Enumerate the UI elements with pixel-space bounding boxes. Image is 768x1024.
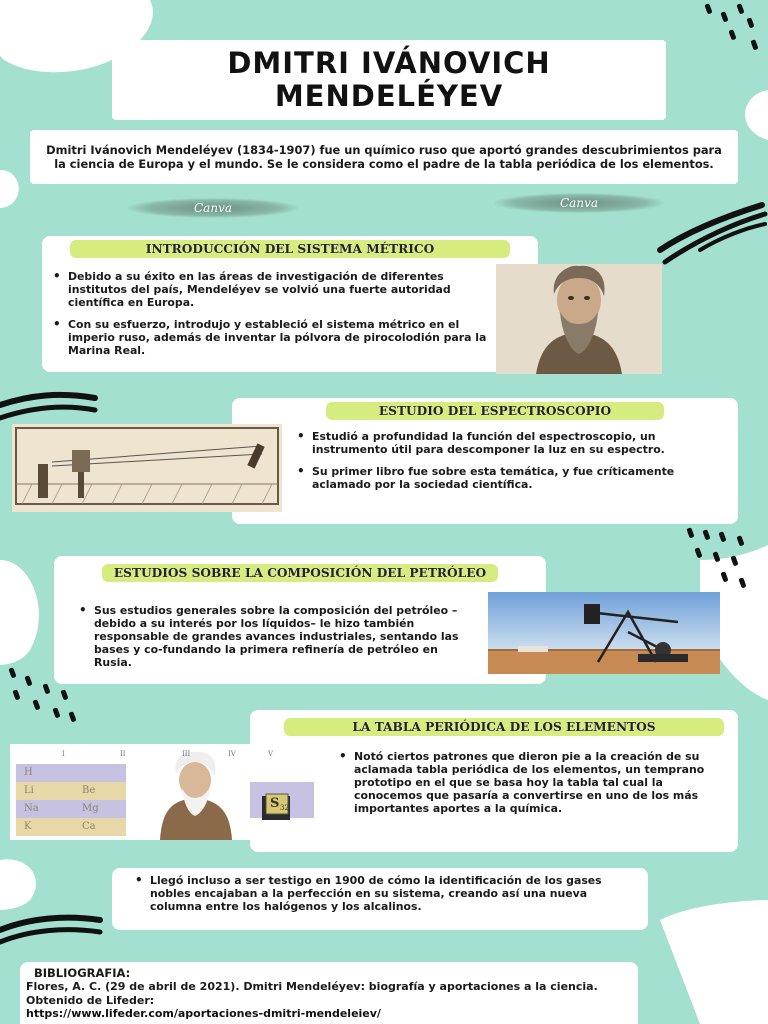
section-metric-list bbox=[50, 270, 490, 366]
periodic-table-elements bbox=[10, 744, 320, 840]
section-periodic-heading: LA TABLA PERIÓDICA DE LOS ELEMENTOS bbox=[284, 718, 724, 736]
element-symbol: Be bbox=[82, 785, 96, 796]
list-item: • Con su esfuerzo, introdujo y estableció el sistema métrico en el imperio ruso, además de inventar la pólvora de pirocolodión para la Marina Real. bbox=[50, 318, 490, 357]
section-petroleum-heading: ESTUDIOS SOBRE LA COMPOSICIÓN DEL PETRÓLEO bbox=[102, 564, 498, 582]
element-symbol: H bbox=[24, 767, 33, 778]
noble-gases-card bbox=[112, 868, 648, 930]
list-item: • Notó ciertos patrones que dieron pie a la creación de su aclamada tabla periódica de los elementos, un temprano prototipo en el que se basa hoy la tabla tal cual la conocemos que pasaría a convertirse en uno de los más importantes aportes a la química. bbox=[336, 750, 732, 815]
element-symbol: Na bbox=[24, 803, 39, 814]
table-header: V bbox=[268, 750, 274, 758]
element-symbol: Li bbox=[24, 785, 34, 796]
section-spectroscope-card bbox=[232, 398, 738, 524]
mendeleev-portrait-image bbox=[496, 264, 662, 374]
table-header: II bbox=[120, 750, 126, 758]
canva-watermark-left: Canva bbox=[128, 198, 298, 218]
list-item: • Su primer libro fue sobre esta temática, y fue críticamente aclamado por la sociedad científica. bbox=[294, 465, 728, 491]
list-item: • Sus estudios generales sobre la composición del petróleo –debido a su interés por los líquidos– le hizo también responsable de grandes avances industriales, sentando las bases y co-fundando la primera refinería de petróleo en Rusia. bbox=[76, 604, 476, 669]
section-metric-heading: INTRODUCCIÓN DEL SISTEMA MÉTRICO bbox=[70, 240, 510, 258]
bibliography-link[interactable]: https://www.lifeder.com/aportaciones-dmitri-mendeleiev/ bbox=[26, 1007, 381, 1020]
intro-card bbox=[30, 130, 738, 184]
section-metric-card bbox=[42, 236, 538, 372]
bibliography-card bbox=[20, 962, 638, 1024]
section-spectroscope-heading: ESTUDIO DEL ESPECTROSCOPIO bbox=[326, 402, 664, 420]
list-item: • Debido a su éxito en las áreas de investigación de diferentes institutos del país, Mendeléyev se volvió una fuerte autoridad científica en Europa. bbox=[50, 270, 490, 309]
section-petroleum-card bbox=[54, 556, 546, 684]
table-header: IV bbox=[228, 750, 236, 758]
noble-gases-list bbox=[132, 874, 632, 922]
periodic-table-image bbox=[10, 744, 320, 840]
element-symbol: Ca bbox=[82, 821, 96, 832]
section-periodic-card bbox=[250, 710, 738, 852]
bibliography-label: BIBLIOGRAFIA: bbox=[34, 966, 131, 980]
element-cube-number: 32 bbox=[280, 804, 289, 812]
section-periodic-list bbox=[336, 750, 732, 824]
element-symbol: Mg bbox=[82, 803, 99, 814]
oil-pump-image bbox=[488, 592, 720, 674]
spectroscope-image bbox=[12, 424, 282, 512]
element-symbol: K bbox=[24, 821, 32, 832]
element-cube-symbol: S bbox=[270, 796, 280, 811]
bibliography-citation: Flores, A. C. (29 de abril de 2021). Dmitri Mendeléyev: biografía y aportaciones a la ciencia. Obtenido de Lifeder: bbox=[26, 980, 598, 1007]
intro-text: Dmitri Ivánovich Mendeléyev (1834-1907) fue un químico ruso que aportó grandes descubrimientos para la ciencia de Europa y el mundo. Se le considera como el padre de la tabla periódica de los elementos. bbox=[46, 143, 722, 171]
title-card bbox=[112, 40, 666, 120]
table-header: I bbox=[62, 750, 65, 758]
list-item: • Estudió a profundidad la función del espectroscopio, un instrumento útil para descomponer la luz en su espectro. bbox=[294, 430, 728, 456]
table-header: III bbox=[182, 750, 191, 758]
section-spectroscope-list bbox=[294, 430, 728, 500]
section-petroleum-list bbox=[76, 604, 476, 678]
list-item: • Llegó incluso a ser testigo en 1900 de cómo la identificación de los gases nobles encajaban a la perfección en su sistema, creando así una nueva columna entre los halógenos y los alcalinos. bbox=[132, 874, 632, 913]
canva-watermark-right: Canva bbox=[494, 193, 664, 213]
page-title: DMITRI IVÁNOVICH MENDELÉYEV bbox=[227, 46, 551, 113]
